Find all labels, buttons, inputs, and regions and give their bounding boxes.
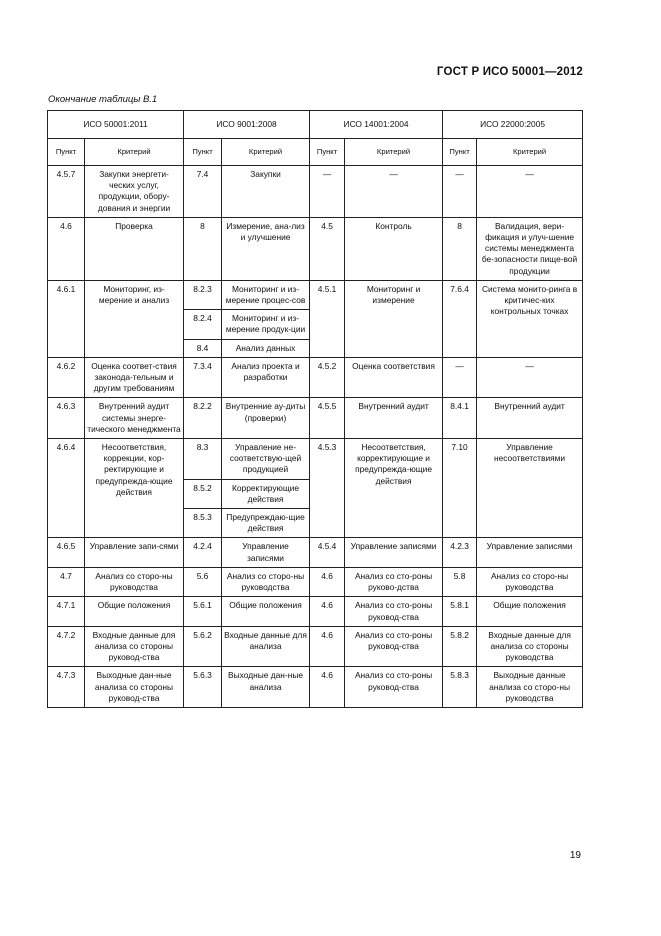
criterion-iso50001-cell: Проверка: [85, 217, 184, 280]
clause-iso9001-cell: 8.3: [184, 439, 222, 480]
clause-iso9001-cell: 5.6.3: [184, 667, 222, 708]
clause-iso9001-cell: 8.5.2: [184, 479, 222, 508]
table-row: [48, 280, 583, 309]
criterion-header: Критерий: [477, 139, 583, 166]
clause-iso50001-cell: 4.7.2: [48, 626, 85, 667]
clause-iso14001-cell: 4.5.2: [310, 357, 345, 398]
criterion-iso9001-cell: Корректирующие действия: [222, 479, 310, 508]
criterion-iso14001-cell: Управление записями: [345, 538, 443, 567]
clause-iso22000-cell: 4.2.3: [443, 538, 477, 567]
clause-iso50001-cell: 4.5.7: [48, 166, 85, 218]
clause-iso22000-cell: 5.8: [443, 567, 477, 596]
clause-iso14001-cell: 4.5.5: [310, 398, 345, 439]
clause-iso14001-cell: 4.5: [310, 217, 345, 280]
subheader-row: [48, 139, 583, 166]
clause-iso22000-cell: 8: [443, 217, 477, 280]
criterion-iso14001-cell: Внутренний аудит: [345, 398, 443, 439]
criterion-iso9001-cell: Анализ со сторо-ны руководства: [222, 567, 310, 596]
criterion-iso50001-cell: Входные данные для анализа со стороны руковод-ства: [85, 626, 184, 667]
criterion-iso22000-cell: —: [477, 357, 583, 398]
clause-iso14001-cell: 4.6: [310, 567, 345, 596]
clause-iso50001-cell: 4.7: [48, 567, 85, 596]
criterion-iso22000-cell: Управление записями: [477, 538, 583, 567]
clause-iso22000-cell: 5.8.2: [443, 626, 477, 667]
criterion-iso14001-cell: Анализ со сто-роны руковод-ства: [345, 626, 443, 667]
page-number: 19: [569, 850, 581, 861]
clause-iso22000-cell: —: [443, 166, 477, 218]
criterion-iso22000-cell: Выходные данные анализа со сторо-ны руководства: [477, 667, 583, 708]
table-row: [48, 166, 583, 218]
criterion-iso22000-cell: Анализ со сторо-ны руководства: [477, 567, 583, 596]
criterion-header: Критерий: [222, 139, 310, 166]
clause-iso9001-cell: 8: [184, 217, 222, 280]
table-body: [48, 166, 583, 708]
criterion-iso9001-cell: Анализ данных: [222, 339, 310, 357]
clause-iso9001-cell: 5.6.2: [184, 626, 222, 667]
clause-iso50001-cell: 4.6: [48, 217, 85, 280]
standard-header-iso14001: ИСО 14001:2004: [310, 111, 443, 139]
criterion-iso9001-cell: Предупреждаю-щие действия: [222, 509, 310, 538]
standards-header-row: [48, 111, 583, 139]
clause-iso14001-cell: 4.6: [310, 626, 345, 667]
criterion-iso22000-cell: Система монито-ринга в критичес-ких контрольных точках: [477, 280, 583, 357]
clause-header: Пункт: [443, 139, 477, 166]
table-row: [48, 626, 583, 667]
criterion-iso14001-cell: Анализ со сто-роны руково-дства: [345, 567, 443, 596]
clause-iso9001-cell: 7.3.4: [184, 357, 222, 398]
clause-iso22000-cell: —: [443, 357, 477, 398]
clause-iso14001-cell: 4.6: [310, 667, 345, 708]
criterion-iso14001-cell: Контроль: [345, 217, 443, 280]
clause-iso50001-cell: 4.6.4: [48, 439, 85, 538]
table-row: [48, 217, 583, 280]
clause-header: Пункт: [184, 139, 222, 166]
clause-iso50001-cell: 4.6.5: [48, 538, 85, 567]
clause-iso22000-cell: 7.10: [443, 439, 477, 538]
clause-iso9001-cell: 7.4: [184, 166, 222, 218]
clause-iso14001-cell: 4.5.4: [310, 538, 345, 567]
clause-iso50001-cell: 4.6.2: [48, 357, 85, 398]
table-row: [48, 357, 583, 398]
clause-iso9001-cell: 4.2.4: [184, 538, 222, 567]
clause-iso9001-cell: 8.2.4: [184, 310, 222, 339]
criterion-iso22000-cell: Валидация, вери-фикация и улуч-шение системы менеджмента бе-зопасности пище-вой продукции: [477, 217, 583, 280]
standard-header-iso9001: ИСО 9001:2008: [184, 111, 310, 139]
standard-header-iso50001: ИСО 50001:2011: [48, 111, 184, 139]
criterion-iso22000-cell: —: [477, 166, 583, 218]
clause-header: Пункт: [310, 139, 345, 166]
clause-iso50001-cell: 4.7.1: [48, 597, 85, 626]
correspondence-table: [47, 110, 583, 708]
criterion-iso9001-cell: Мониторинг и из-мерение процес-сов: [222, 280, 310, 309]
criterion-iso9001-cell: Выходные дан-ные анализа: [222, 667, 310, 708]
criterion-iso50001-cell: Анализ со сторо-ны руководства: [85, 567, 184, 596]
criterion-header: Критерий: [85, 139, 184, 166]
criterion-iso50001-cell: Оценка соответ-ствия законода-тельным и другим требованиям: [85, 357, 184, 398]
criterion-iso14001-cell: Анализ со сто-роны руковод-ства: [345, 667, 443, 708]
criterion-iso22000-cell: Общие положения: [477, 597, 583, 626]
clause-iso14001-cell: —: [310, 166, 345, 218]
clause-iso14001-cell: 4.6: [310, 597, 345, 626]
criterion-iso9001-cell: Закупки: [222, 166, 310, 218]
criterion-iso14001-cell: Мониторинг и измерение: [345, 280, 443, 357]
clause-iso9001-cell: 8.5.3: [184, 509, 222, 538]
criterion-iso14001-cell: Анализ со сто-роны руковод-ства: [345, 597, 443, 626]
clause-header: Пункт: [48, 139, 85, 166]
clause-iso14001-cell: 4.5.3: [310, 439, 345, 538]
clause-iso50001-cell: 4.6.3: [48, 398, 85, 439]
criterion-iso50001-cell: Выходные дан-ные анализа со стороны руковод-ства: [85, 667, 184, 708]
clause-iso22000-cell: 5.8.3: [443, 667, 477, 708]
criterion-iso14001-cell: —: [345, 166, 443, 218]
clause-iso50001-cell: 4.6.1: [48, 280, 85, 357]
clause-iso9001-cell: 8.2.2: [184, 398, 222, 439]
criterion-iso50001-cell: Мониторинг, из-мерение и анализ: [85, 280, 184, 357]
criterion-header: Критерий: [345, 139, 443, 166]
table-row: [48, 439, 583, 480]
criterion-iso22000-cell: Входные данные для анализа со стороны руководства: [477, 626, 583, 667]
criterion-iso9001-cell: Внутренние ау-диты (проверки): [222, 398, 310, 439]
criterion-iso22000-cell: Внутренний аудит: [477, 398, 583, 439]
criterion-iso9001-cell: Анализ проекта и разработки: [222, 357, 310, 398]
criterion-iso9001-cell: Управление записями: [222, 538, 310, 567]
criterion-iso9001-cell: Управление не-соответствую-щей продукцией: [222, 439, 310, 480]
table-row: [48, 597, 583, 626]
document-standard-header: ГОСТ Р ИСО 50001—2012: [436, 66, 583, 78]
criterion-iso14001-cell: Несоответствия, корректирующие и предупрежда-ющие действия: [345, 439, 443, 538]
criterion-iso50001-cell: Закупки энергети-ческих услуг, продукции, обору-дования и энергии: [85, 166, 184, 218]
criterion-iso50001-cell: Внутренний аудит системы энерге-тического менеджмента: [85, 398, 184, 439]
criterion-iso9001-cell: Входные данные для анализа: [222, 626, 310, 667]
criterion-iso50001-cell: Управление запи-сями: [85, 538, 184, 567]
clause-iso22000-cell: 5.8.1: [443, 597, 477, 626]
table-row: [48, 398, 583, 439]
table-row: [48, 567, 583, 596]
clause-iso9001-cell: 5.6.1: [184, 597, 222, 626]
criterion-iso9001-cell: Общие положения: [222, 597, 310, 626]
table-row: [48, 538, 583, 567]
standard-header-iso22000: ИСО 22000:2005: [443, 111, 583, 139]
criterion-iso14001-cell: Оценка соответствия: [345, 357, 443, 398]
table-caption: Окончание таблицы В.1: [48, 94, 158, 105]
criterion-iso9001-cell: Измерение, ана-лиз и улучшение: [222, 217, 310, 280]
criterion-iso22000-cell: Управление несоответствиями: [477, 439, 583, 538]
table-row: [48, 667, 583, 708]
clause-iso22000-cell: 7.6.4: [443, 280, 477, 357]
clause-iso50001-cell: 4.7.3: [48, 667, 85, 708]
criterion-iso50001-cell: Общие положения: [85, 597, 184, 626]
clause-iso14001-cell: 4.5.1: [310, 280, 345, 357]
clause-iso22000-cell: 8.4.1: [443, 398, 477, 439]
criterion-iso50001-cell: Несоответствия, коррекции, кор-ректирующие и предупрежда-ющие действия: [85, 439, 184, 538]
clause-iso9001-cell: 8.4: [184, 339, 222, 357]
clause-iso9001-cell: 5.6: [184, 567, 222, 596]
criterion-iso9001-cell: Мониторинг и из-мерение продук-ции: [222, 310, 310, 339]
clause-iso9001-cell: 8.2.3: [184, 280, 222, 309]
